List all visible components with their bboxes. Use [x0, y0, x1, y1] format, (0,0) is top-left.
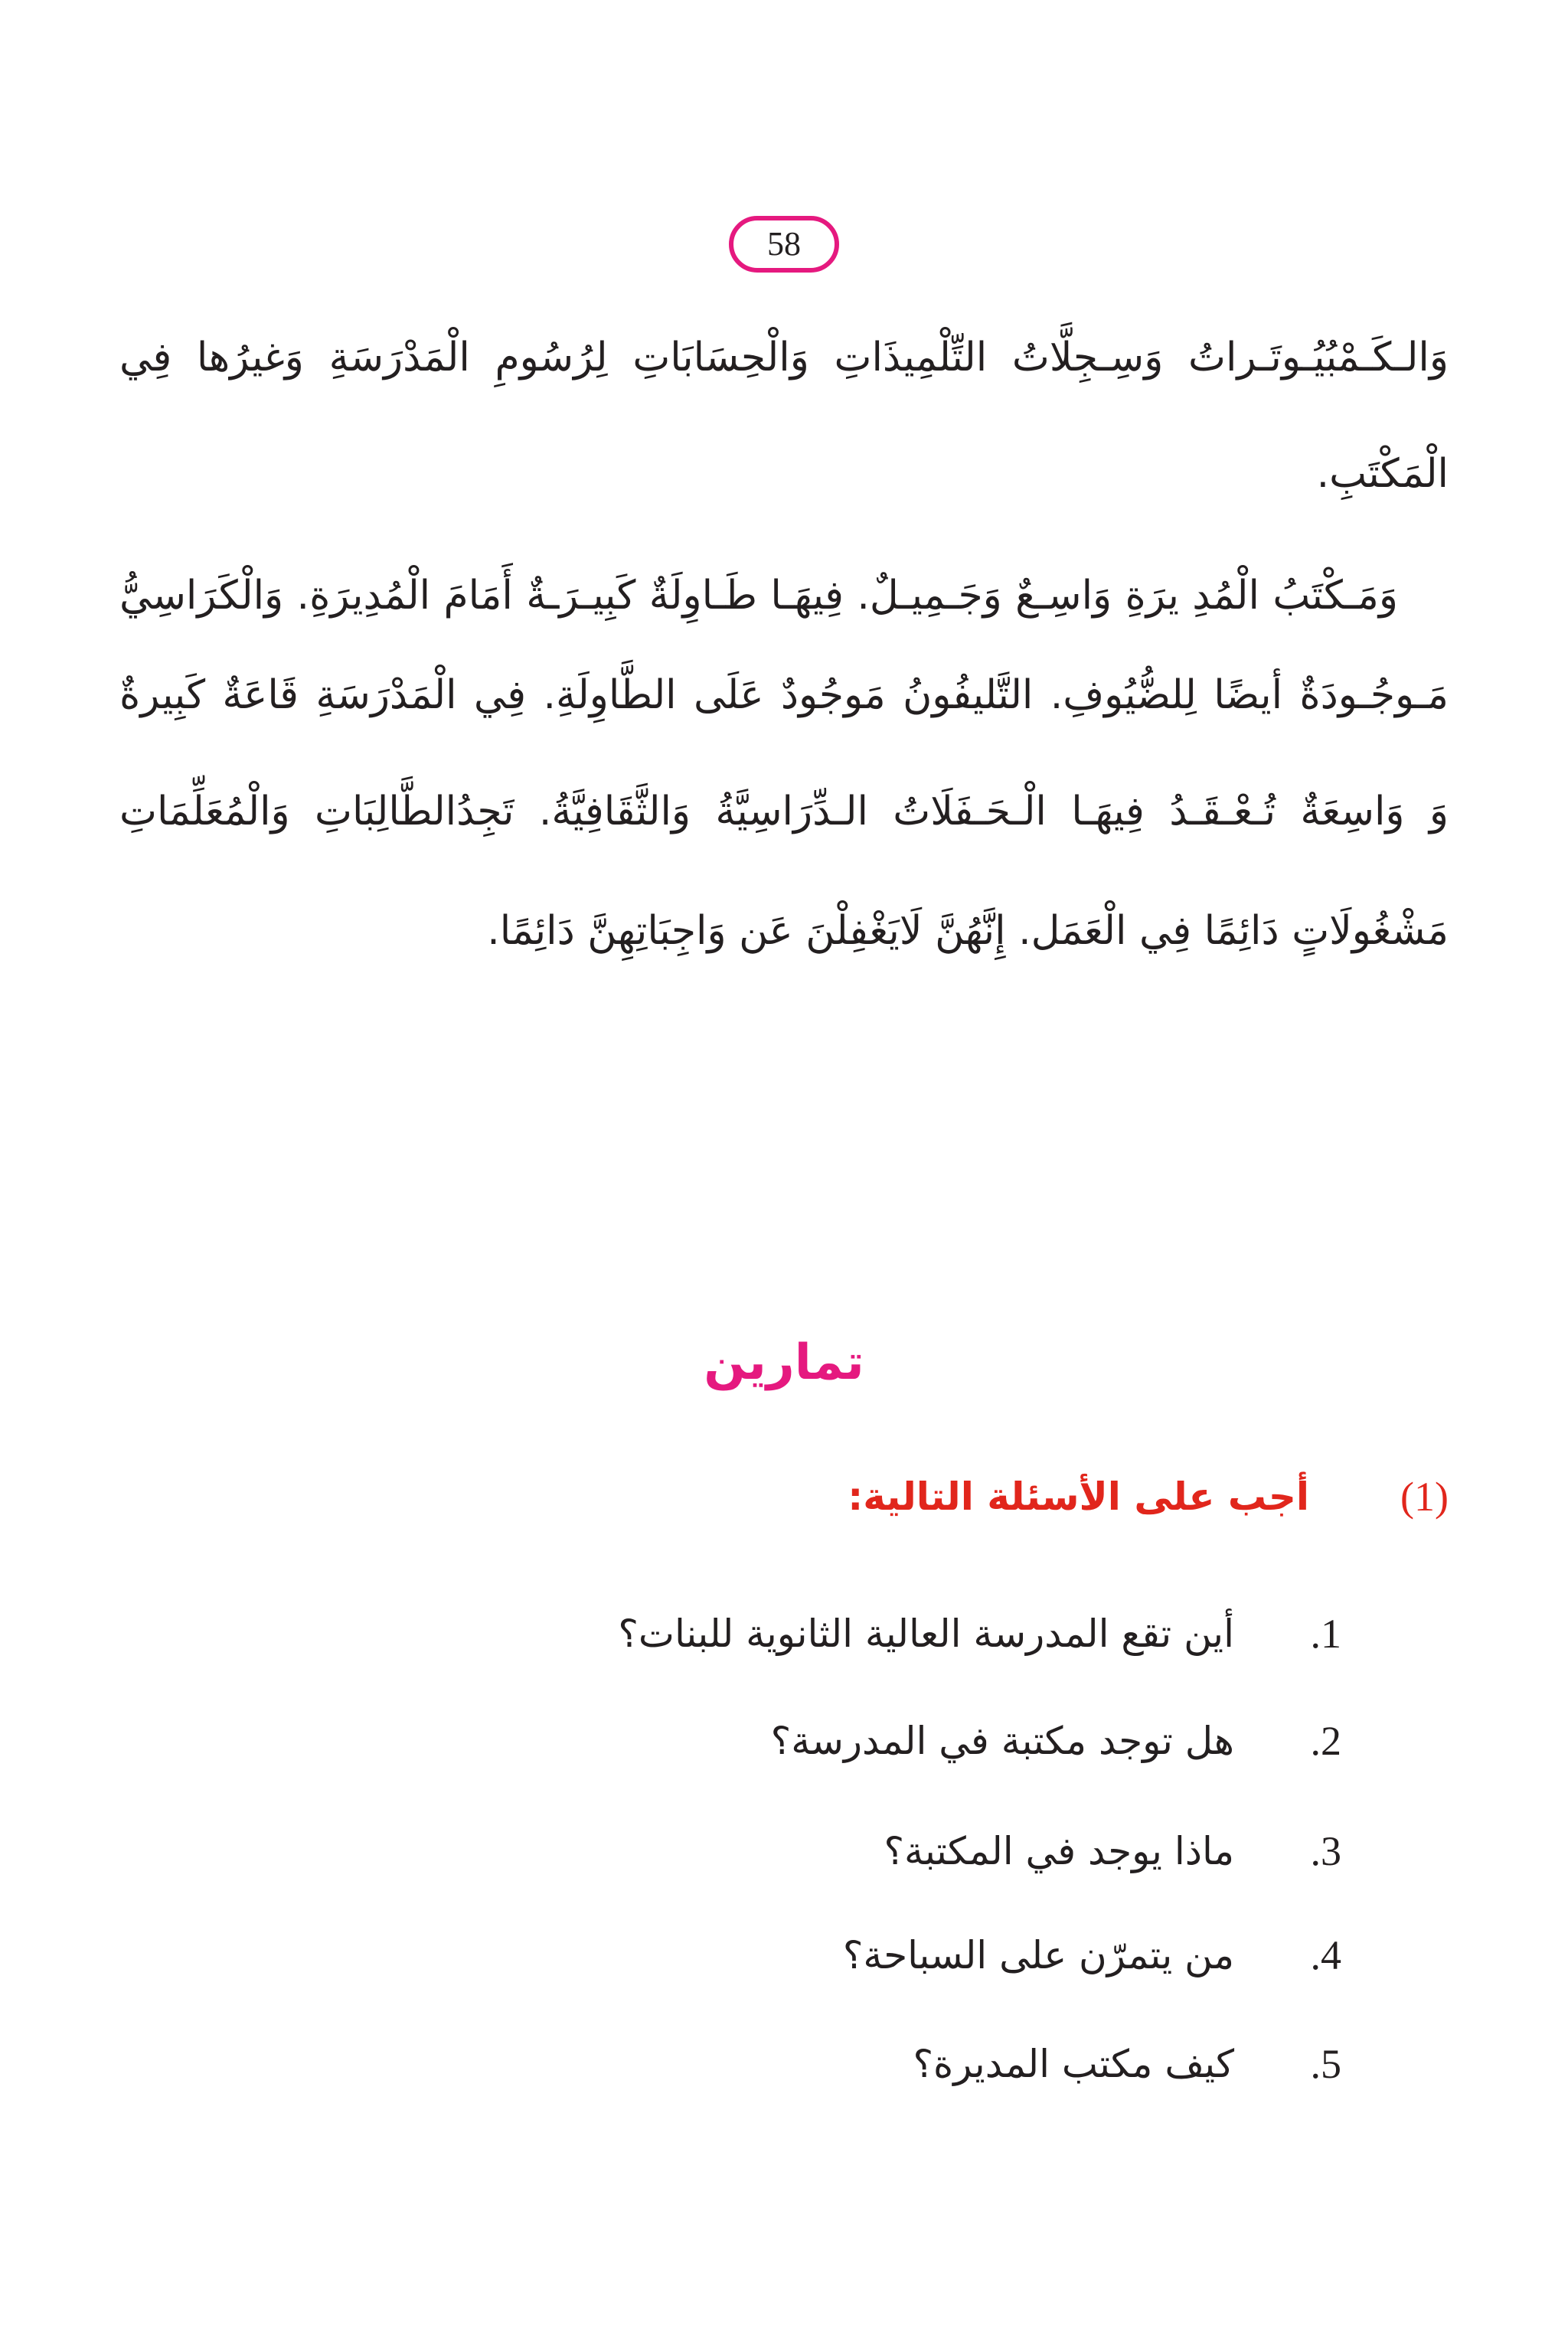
passage-line: وَمَـكْتَبُ الْمُدِ يرَةِ وَاسِـعٌ وَجَـمِيـلٌ. فِيهَـا طَـاوِلَةٌ كَبِيـرَـةٌ أَمَامَ الْمُدِيرَةِ. وَالْكَرَاسِيُّ	[119, 573, 1398, 619]
question-text: أين تقع المدرسة العالية الثانوية للبنات؟	[618, 1612, 1234, 1656]
exercise-heading	[0, 1458, 1568, 1535]
question-text: ماذا يوجد في المكتبة؟	[884, 1829, 1234, 1873]
page-number: 58	[767, 225, 801, 263]
question-number: 2.	[1310, 1718, 1341, 1764]
question-item	[0, 1588, 1568, 1680]
question-item	[0, 1695, 1568, 1787]
question-number: 4.	[1310, 1932, 1341, 1978]
passage-line: الْمَكْتَبِ.	[1316, 451, 1449, 497]
exercise-number: (1)	[1400, 1474, 1449, 1520]
question-text: كيف مكتب المديرة؟	[913, 2042, 1234, 2086]
question-number: 1.	[1310, 1611, 1341, 1657]
exercise-instruction: أجب على الأسئلة التالية:	[848, 1474, 1309, 1519]
passage-line: وَ وَاسِعَةٌ تُـعْـقَـدُ فِيهَـا الْـحَـفَلَاتُ الـدِّرَاسِيَّةُ وَالثَّقَافِيَّةُ. تَجِدُالطَّالِبَاتِ وَالْمُعَلِّمَاتِ	[119, 789, 1449, 834]
question-text: من يتمرّن على السباحة؟	[842, 1933, 1234, 1977]
passage-line: مَـوجُـودَةٌ أيضًا لِلضُّيُوفِ. التَّليفُونُ مَوجُودٌ عَلَى الطَّاوِلَةِ. فِي الْمَدْرَسَةِ قَاعَةٌ كَبِيرةٌ	[119, 672, 1449, 718]
page-number-badge	[729, 216, 839, 273]
exercises-title: تمارين	[704, 1334, 864, 1391]
question-number: 5.	[1310, 2041, 1341, 2087]
passage-line: مَشْغُولَاتٍ دَائِمًا فِي الْعَمَل. إِنَّهُنَّ لَايَغْفِلْنَ عَن وَاجِبَاتِهِنَّ دَائِمًا.	[487, 908, 1449, 954]
question-item	[0, 2018, 1568, 2110]
question-item	[0, 1805, 1568, 1897]
question-number: 3.	[1310, 1828, 1341, 1874]
question-item	[0, 1909, 1568, 2001]
question-text: هل توجد مكتبة في المدرسة؟	[770, 1719, 1234, 1763]
passage-line: وَالـكَـمْبُيُـوتَـراتُ وَسِـجِلَّاتُ التِّلْمِيذَاتِ وَالْحِسَابَاتِ لِرُسُومِ الْمَدْرَسَةِ وَغيرُها فِي	[119, 335, 1449, 380]
